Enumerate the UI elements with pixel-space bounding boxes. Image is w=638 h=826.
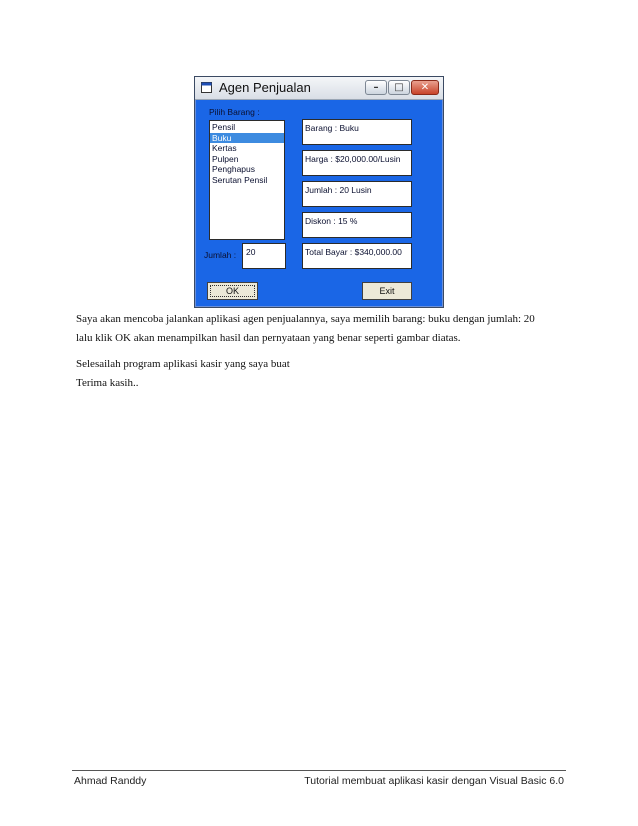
diskon-output: Diskon : 15 % <box>302 212 412 238</box>
list-item[interactable]: Pulpen <box>212 153 239 164</box>
list-item[interactable]: Penghapus <box>212 164 256 174</box>
maximize-icon[interactable]: □ <box>388 80 410 95</box>
harga-output: Harga : $20,000.00/Lusin <box>302 150 412 176</box>
item-listbox[interactable] <box>209 120 285 240</box>
minimize-icon[interactable]: – <box>365 80 387 95</box>
paragraph-line: lalu klik OK akan menampilkan hasil dan pernyataan yang benar seperti gambar diatas. <box>76 332 461 344</box>
window-titlebar <box>195 77 443 100</box>
list-item-selected[interactable]: Buku <box>210 133 284 144</box>
pilih-barang-label: Pilih Barang : <box>209 107 260 117</box>
close-icon[interactable]: ✕ <box>411 80 439 95</box>
total-bayar-output: Total Bayar : $340,000.00 <box>302 243 412 269</box>
ok-button[interactable]: OK <box>207 282 258 300</box>
paragraph-line: Saya akan mencoba jalankan aplikasi agen penjualannya, saya memilih barang: buku dengan jumlah: 20 <box>76 313 535 325</box>
paragraph-line: Terima kasih.. <box>76 377 139 389</box>
paragraph-line: Selesailah program aplikasi kasir yang saya buat <box>76 358 290 370</box>
list-item[interactable]: Pensil <box>212 122 236 132</box>
jumlah-input[interactable]: 20 <box>242 243 286 269</box>
footer-divider <box>72 770 566 771</box>
window-title: Agen Penjualan <box>219 80 311 95</box>
barang-output: Barang : Buku <box>302 119 412 145</box>
footer-title: Tutorial membuat aplikasi kasir dengan Visual Basic 6.0 <box>304 775 564 787</box>
list-item[interactable]: Kertas <box>212 143 237 153</box>
jumlah-label: Jumlah : <box>204 250 237 260</box>
jumlah-output: Jumlah : 20 Lusin <box>302 181 412 207</box>
footer-author: Ahmad Randdy <box>74 775 147 787</box>
paragraph-description <box>76 310 570 348</box>
paragraph-closing <box>76 355 570 393</box>
exit-button[interactable]: Exit <box>362 282 412 300</box>
agen-penjualan-window <box>194 76 444 308</box>
list-item[interactable]: Serutan Pensil <box>212 174 268 185</box>
app-icon <box>201 82 212 93</box>
